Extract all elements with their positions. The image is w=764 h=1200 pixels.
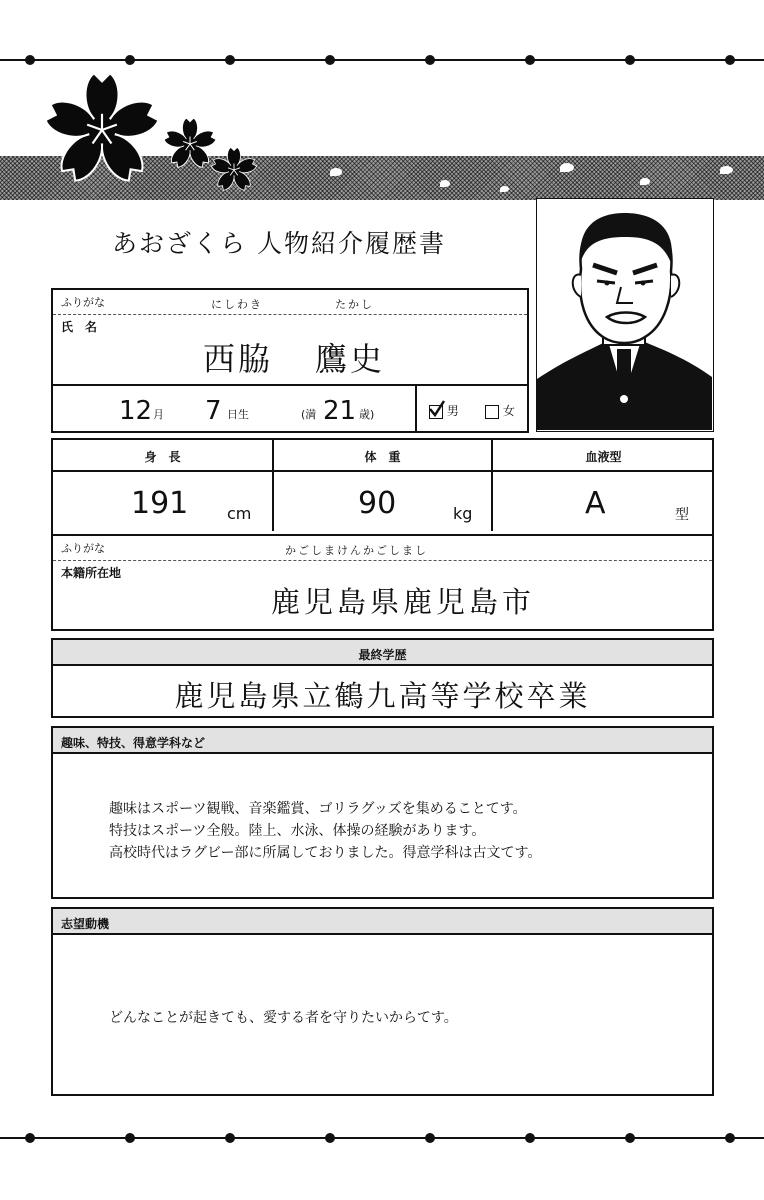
petal-decoration [330,168,342,176]
divider [53,384,527,386]
furigana-label: ふりがな [61,542,105,555]
checkmark-icon [428,400,446,418]
gender-female-label: 女 [502,404,515,418]
education-label: 最終学歴 [358,648,407,662]
checkbox-icon [485,405,499,419]
gender-female[interactable] [485,402,515,419]
weight-unit: kg [453,504,473,523]
dashed-divider [53,314,527,315]
petal-decoration [560,163,574,172]
hometown-label: 本籍所在地 [61,566,122,580]
motivation-box [51,907,714,1096]
top-dotted-rule [0,54,764,66]
petal-decoration [440,180,450,187]
gender-male[interactable] [429,402,459,419]
motivation-text: どんなことが起きても、愛する者を守りたいからてす。 [109,1010,458,1026]
name-furigana-family: にしわき [211,298,263,311]
name-furigana-given: たかし [335,298,374,311]
family-name: 西脇 [203,340,274,378]
sakura-flowers-icon [40,66,270,202]
petal-decoration [720,166,733,174]
age-prefix: (満 [301,408,317,421]
hobbies-line-1: 趣味はスポーツ観戦、音楽鑑賞、ゴリラグッズを集めることてす。 [109,801,527,817]
blood-unit: 型 [675,507,689,523]
hobbies-label: 趣味、特技、得意学科など [61,736,206,750]
age-value: 21 [323,396,357,426]
petal-decoration [640,178,650,185]
portrait-illustration [537,199,712,430]
motivation-label: 志望動機 [61,917,110,931]
blood-value: A [585,486,606,521]
given-name: 鷹史 [315,340,386,378]
petal-decoration [500,186,509,192]
page-title: あおざくら 人物紹介履歴書 [112,229,446,258]
furigana-label: ふりがな [61,296,105,309]
portrait-photo [536,198,714,432]
gender-male-label: 男 [446,404,459,418]
education-box [51,638,714,718]
hometown-furigana: かごしまけんかごしまし [285,544,428,557]
birth-day-unit: 日生 [227,408,249,421]
age-suffix: 歳) [359,408,375,421]
checkbox-icon [429,405,443,419]
weight-label: 体 重 [364,450,401,464]
dashed-divider [53,560,712,561]
bottom-dotted-rule [0,1132,764,1144]
hobbies-line-2: 特技はスポーツ全般。陸上、水泳、体操の経験があります。 [109,823,486,839]
height-value: 191 [131,486,189,521]
birth-day: 7 [205,396,222,426]
profile-box [51,438,714,631]
height-unit: cm [227,504,252,523]
name-box [51,288,529,433]
blood-label: 血液型 [585,450,622,464]
divider [53,470,712,472]
motivation-header [53,909,712,935]
education-value: 鹿児島県立鶴九高等学校卒業 [174,679,591,713]
divider [415,384,417,431]
birth-month-unit: 月 [153,408,164,421]
name-label: 氏 名 [61,320,98,334]
height-label: 身 長 [144,450,181,464]
hobbies-box [51,726,714,899]
divider [53,534,712,536]
weight-value: 90 [358,486,397,521]
hobbies-line-3: 高校時代はラグビー部に所属しておりました。得意学科は古文てす。 [109,845,542,861]
birth-month: 12 [119,396,153,426]
hometown-value: 鹿児島県鹿児島市 [271,585,536,619]
